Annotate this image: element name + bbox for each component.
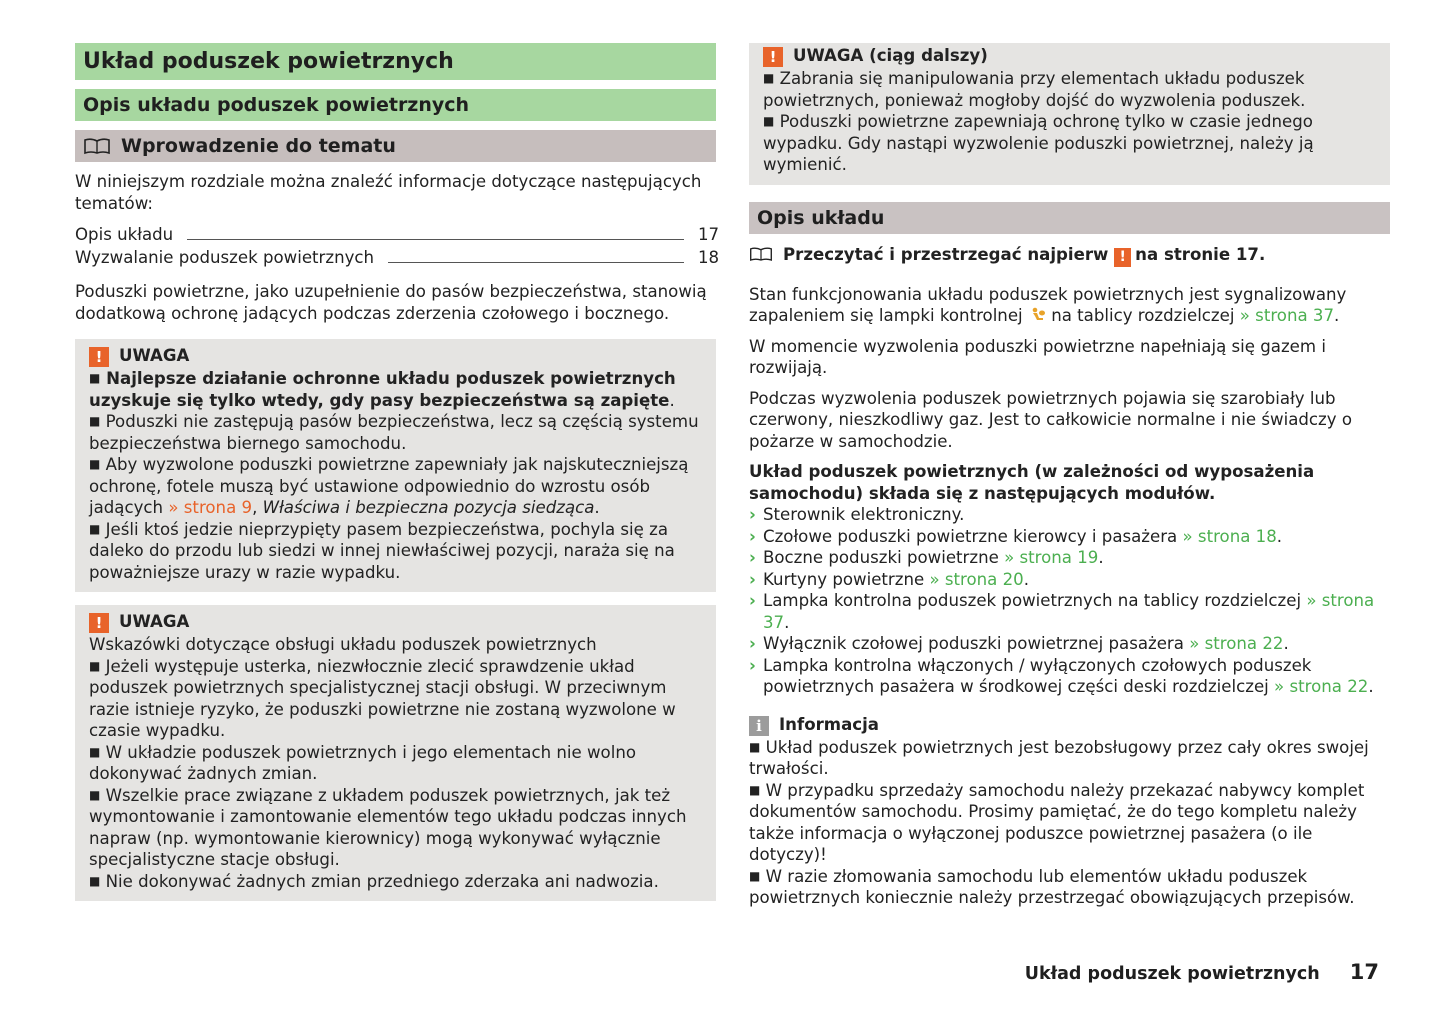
left-column bbox=[75, 43, 720, 901]
warning-bullet: ■ Wszelkie prace związane z układem poduszek powietrznych, jak też wymontowanie i zamontowanie elementów tego układu podczas innych napraw (np. wymontowanie kierownicy) mogą wykonywać wyłącznie specjalistyczne stacje obsługi. bbox=[89, 785, 687, 869]
warning-box-continued bbox=[749, 43, 1390, 185]
toc-label: Opis układu bbox=[75, 225, 174, 244]
warning-title bbox=[89, 345, 702, 367]
toc-item[interactable] bbox=[75, 223, 720, 246]
warning-title-label: UWAGA bbox=[119, 612, 190, 631]
warning-bullet-text: Jeżeli występuje usterka, niezwłocznie zlecić sprawdzenie układ poduszek powietrznych specjalistycznej stacji obsługi. W przeciwnym razie istnieje ryzyko, że poduszki powietrzne nie zostaną wyzwolone w czasie wypadku. bbox=[89, 656, 676, 740]
warning-title-label: UWAGA bbox=[119, 346, 190, 365]
warning-bullet-text: Jeśli ktoś jedzie nieprzypięty pasem bezpieczeństwa, pochyla się za daleko do przodu lub siedzi w innej niewłaściwej pozycji, naraża się na poważniejsze urazy w razie wypadku. bbox=[89, 519, 675, 582]
warning-box bbox=[75, 339, 716, 592]
paragraph-text: na tablicy rozdzielczej bbox=[1051, 306, 1235, 325]
intro-heading bbox=[75, 130, 716, 162]
warning-bullet-text: Poduszki powietrzne zapewniają ochronę tylko w czasie jednego wypadku. Gdy nastąpi wyzwolenie poduszki powietrznej, należy ją wymienić. bbox=[763, 112, 1314, 174]
book-icon bbox=[83, 137, 111, 155]
section-reference: Właściwa i bezpieczna pozycja siedząca bbox=[262, 498, 595, 517]
read-first-text: Przeczytać i przestrzegać najpierw bbox=[783, 244, 1109, 264]
list-item: › Wyłącznik czołowej poduszki powietrznej pasażera » strona 22. bbox=[749, 634, 1289, 653]
warning-lead: Wskazówki dotyczące obsługi układu poduszek powietrznych bbox=[89, 635, 597, 654]
list-item: › Boczne poduszki powietrzne » strona 19. bbox=[749, 548, 1104, 567]
toc-page: 17 bbox=[698, 225, 720, 244]
toc-leader bbox=[388, 262, 684, 263]
intro-text: W niniejszym rozdziale można znaleźć informacje dotyczące następujących tematów: bbox=[75, 172, 702, 213]
toc-leader bbox=[187, 239, 684, 240]
warning-bullet: ■ Jeśli ktoś jedzie nieprzypięty pasem bezpieczeństwa, pochyla się za daleko do przodu lub siedzi w innej niewłaściwej pozycji, naraża się na poważniejsze urazy w razie wypadku. bbox=[89, 519, 675, 582]
section-heading: Opis układu bbox=[749, 202, 1390, 234]
read-first-page: na stronie 17. bbox=[1135, 244, 1266, 264]
list-item: › Lampka kontrolna poduszek powietrznych na tablicy rozdzielczej » strona 37. bbox=[749, 591, 1375, 632]
toc-label: Wyzwalanie poduszek powietrznych bbox=[75, 248, 375, 267]
list-item: › Czołowe poduszki powietrzne kierowcy i pasażera » strona 18. bbox=[749, 526, 1283, 546]
footer-title: Układ poduszek powietrznych bbox=[1024, 964, 1320, 984]
info-title-label: Informacja bbox=[779, 714, 880, 734]
warning-title bbox=[763, 45, 1376, 67]
warning-bullet-text: W układzie poduszek powietrznych i jego elementach nie wolno dokonywać żadnych zmian. bbox=[89, 742, 636, 783]
list-item: › Lampka kontrolna włączonych / wyłączonych czołowych poduszek powietrznych pasażera w środkowej części deski rozdzielczej » strona 22. bbox=[749, 655, 1374, 696]
page-link[interactable]: » strona 18 bbox=[1182, 526, 1277, 546]
list-item bbox=[749, 504, 1390, 526]
chevron-right-icon: › bbox=[749, 591, 756, 610]
info-bullet-text: Układ poduszek powietrznych jest bezobsługowy przez cały okres swojej trwałości. bbox=[749, 737, 1369, 778]
read-first-note bbox=[749, 244, 1390, 267]
page-link[interactable]: » strona 19 bbox=[1004, 548, 1099, 567]
warning-bullet-text: Aby wyzwolone poduszki powietrzne zapewniały jak najskuteczniejszą ochronę, fotele muszą być ustawione odpowiednio do wzrostu osób jadących bbox=[89, 455, 689, 517]
section-title: Opis układu poduszek powietrznych bbox=[75, 89, 716, 121]
chevron-right-icon: › bbox=[749, 548, 756, 567]
page-link[interactable]: » strona 37 bbox=[1239, 306, 1335, 325]
page-link[interactable]: » strona 20 bbox=[929, 569, 1024, 589]
warning-bullet-text: Wszelkie prace związane z układem poduszek powietrznych, jak też wymontowanie i zamontowanie elementów tego układu podczas innych napraw (np. wymontowanie kierownicy) mogą wykonywać wyłącznie specjalistyczne stacje obsługi. bbox=[89, 785, 687, 869]
toc-item[interactable] bbox=[75, 246, 720, 269]
book-icon bbox=[749, 245, 773, 263]
list-item-text: Sterownik elektroniczny. bbox=[763, 505, 965, 524]
list-item-text: Kurtyny powietrzne bbox=[763, 569, 925, 589]
page-number: 17 bbox=[1349, 960, 1379, 984]
warning-box bbox=[75, 605, 716, 901]
warning-bullet-text: Poduszki nie zastępują pasów bezpieczeństwa, lecz są częścią systemu bezpieczeństwa biernego samochodu. bbox=[89, 412, 699, 453]
intro-heading-label: Wprowadzenie do tematu bbox=[121, 135, 396, 157]
modules-heading: Układ poduszek powietrznych (w zależności od wyposażenia samochodu) składa się z następujących modułów. bbox=[749, 462, 1315, 503]
warning-bullet-text: Zabrania się manipulowania przy elementach układu poduszek powietrznych, ponieważ mogłoby dojść do wyzwolenia poduszek. bbox=[763, 69, 1306, 110]
list-item-text: Boczne poduszki powietrzne bbox=[763, 548, 999, 567]
info-bullet-text: W razie złomowania samochodu lub elementów układu poduszek powietrznych koniecznie należy przestrzegać obowiązujących przepisów. bbox=[749, 866, 1355, 907]
chevron-right-icon: › bbox=[749, 569, 756, 589]
toc-page: 18 bbox=[698, 248, 720, 267]
intro-paragraph: Poduszki powietrzne, jako uzupełnienie do pasów bezpieczeństwa, stanowią dodatkową ochronę jadących podczas zderzenia czołowego i bocznego. bbox=[75, 282, 707, 323]
warning-bullet: ■ Zabrania się manipulowania przy elementach układu poduszek powietrznych, ponieważ mogłoby dojść do wyzwolenia poduszek. bbox=[763, 69, 1306, 110]
info-bullet: ■ W przypadku sprzedaży samochodu należy przekazać nabywcy komplet dokumentów samochodu. Prosimy pamiętać, że do tego kompletu należy także informacja o wyłączonej poduszce powietrznej pasażera (o ile dotyczy)! bbox=[749, 780, 1365, 864]
list-item-text: Czołowe poduszki powietrzne kierowcy i pasażera bbox=[763, 526, 1178, 546]
chevron-right-icon: › bbox=[749, 526, 756, 546]
list-item-text: Wyłącznik czołowej poduszki powietrznej pasażera bbox=[763, 634, 1184, 653]
page-link[interactable]: » strona 9 bbox=[168, 498, 253, 517]
info-icon: i bbox=[749, 716, 769, 736]
info-bullet: ■ W razie złomowania samochodu lub elementów układu poduszek powietrznych koniecznie należy przestrzegać obowiązujących przepisów. bbox=[749, 866, 1355, 907]
airbag-warning-icon bbox=[1028, 307, 1046, 323]
right-column bbox=[749, 43, 1390, 909]
warning-bullet: ■ Aby wyzwolone poduszki powietrzne zapewniały jak najskuteczniejszą ochronę, fotele muszą być ustawione odpowiednio do wzrostu osób jadących » strona 9, Właściwa i bezpieczna pozycja siedząca. bbox=[89, 455, 689, 517]
info-bullet-text: W przypadku sprzedaży samochodu należy przekazać nabywcy komplet dokumentów samochodu. Prosimy pamiętać, że do tego kompletu należy także informacja o wyłączonej poduszce powietrznej pasażera (o ile dotyczy)! bbox=[749, 780, 1365, 864]
page-link[interactable]: » strona 22 bbox=[1189, 634, 1284, 653]
paragraph: Podczas wyzwolenia poduszek powietrznych pojawia się szarobiały lub czerwony, nieszkodliwy gaz. Jest to całkowicie normalne i nie świadczy o pożarze w samochodzie. bbox=[749, 388, 1353, 451]
list-item: › Kurtyny powietrzne » strona 20. bbox=[749, 569, 1030, 589]
warning-bullet: ■ W układzie poduszek powietrznych i jego elementach nie wolno dokonywać żadnych zmian. bbox=[89, 742, 636, 783]
chevron-right-icon: › bbox=[749, 634, 756, 653]
warning-icon: ! bbox=[1114, 248, 1131, 267]
chevron-right-icon: › bbox=[749, 505, 756, 524]
warning-bullet: ■ Najlepsze działanie ochronne układu poduszek powietrznych uzyskuje się tylko wtedy, gdy pasy bezpieczeństwa są zapięte. bbox=[89, 369, 676, 410]
list-item-text: Lampka kontrolna włączonych / wyłączonych czołowych poduszek powietrznych pasażera w środkowej części deski rozdzielczej bbox=[763, 655, 1312, 696]
warning-icon: ! bbox=[763, 47, 783, 67]
page-link[interactable]: » strona 22 bbox=[1274, 677, 1369, 696]
paragraph-text: Stan funkcjonowania układu poduszek powietrznych jest sygnalizowany zapaleniem się lampki kontrolnej bbox=[749, 284, 1347, 325]
paragraph: W momencie wyzwolenia poduszki powietrzne napełniają się gazem i rozwijają. bbox=[749, 336, 1326, 377]
warning-icon: ! bbox=[89, 613, 109, 633]
warning-bullet: ■ Nie dokonywać żadnych zmian przedniego zderzaka ani nadwozia. bbox=[89, 871, 659, 891]
warning-bullet: ■ Poduszki powietrzne zapewniają ochronę tylko w czasie jednego wypadku. Gdy nastąpi wyzwolenie poduszki powietrznej, należy ją wymienić. bbox=[763, 112, 1314, 174]
warning-bullet: ■ Poduszki nie zastępują pasów bezpieczeństwa, lecz są częścią systemu bezpieczeństwa biernego samochodu. bbox=[89, 412, 699, 453]
paragraph: Stan funkcjonowania układu poduszek powietrznych jest sygnalizowany zapaleniem się lampki kontrolnej na tablicy rozdzielczej » strona 37. bbox=[749, 284, 1347, 325]
chapter-title: Układ poduszek powietrznych bbox=[75, 43, 716, 80]
warning-icon: ! bbox=[89, 347, 109, 367]
warning-bullet-text: Nie dokonywać żadnych zmian przedniego zderzaka ani nadwozia. bbox=[105, 871, 659, 891]
page-link[interactable]: » strona 37 bbox=[763, 591, 1375, 632]
chevron-right-icon: › bbox=[749, 655, 756, 675]
info-bullet: ■ Układ poduszek powietrznych jest bezobsługowy przez cały okres swojej trwałości. bbox=[749, 737, 1369, 778]
list-item-text: Lampka kontrolna poduszek powietrznych na tablicy rozdzielczej bbox=[763, 591, 1302, 610]
warning-title-label: UWAGA (ciąg dalszy) bbox=[793, 46, 988, 65]
info-title bbox=[749, 714, 1390, 736]
page-footer bbox=[1025, 960, 1379, 984]
warning-bullet-text: Najlepsze działanie ochronne układu poduszek powietrznych uzyskuje się tylko wtedy, gdy pasy bezpieczeństwa są zapięte bbox=[89, 369, 676, 410]
warning-title bbox=[89, 611, 702, 633]
warning-bullet: ■ Jeżeli występuje usterka, niezwłocznie zlecić sprawdzenie układ poduszek powietrznych specjalistycznej stacji obsługi. W przeciwnym razie istnieje ryzyko, że poduszki powietrzne nie zostaną wyzwolone w czasie wypadku. bbox=[89, 656, 676, 740]
